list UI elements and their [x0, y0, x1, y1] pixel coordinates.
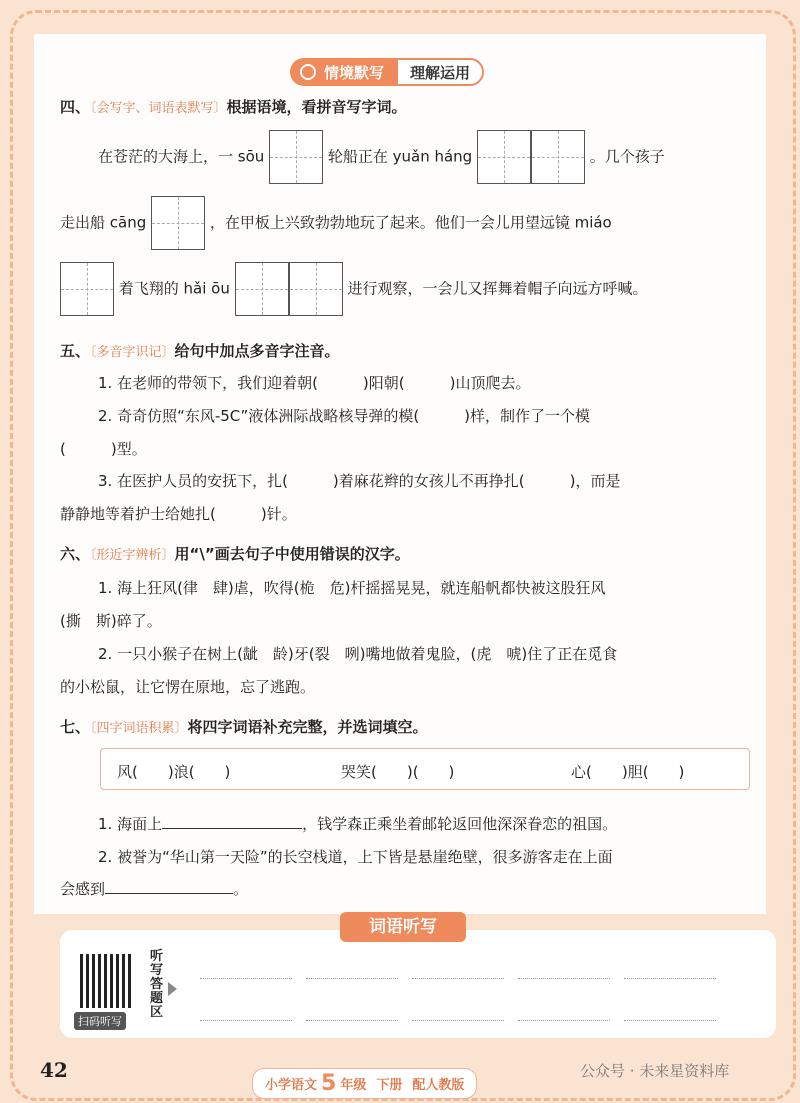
dictation-line[interactable] — [412, 1020, 504, 1021]
answer-box[interactable] — [269, 130, 323, 184]
dictation-line[interactable] — [306, 978, 398, 979]
answer-box[interactable] — [60, 262, 114, 316]
answer-box[interactable] — [151, 196, 205, 250]
fill-blank[interactable] — [105, 879, 233, 894]
dictation-side-label: 听写答题区 — [150, 949, 164, 1020]
header-left: 情境默写 — [324, 63, 385, 82]
s5-line2: 2. 奇奇仿照“东风-5C”液体洲际战略核导弹的模( )样，制作了一个模 — [98, 407, 591, 425]
s5-line3: ( )型。 — [60, 440, 147, 458]
s4-line3: 着飞翔的 hǎi ōu 进行观察，一会儿又挥舞着帽子向远方呼喊。 — [60, 262, 647, 316]
s7-line3: 会感到 。 — [60, 880, 249, 898]
dictation-area — [60, 930, 776, 1038]
wechat-watermark: 公众号 · 未来星资料库 — [580, 1062, 730, 1080]
dictation-line[interactable] — [518, 978, 610, 979]
qr-code[interactable] — [80, 954, 134, 1008]
s6-line3: 2. 一只小猴子在树上(龇 龄)牙(裂 咧)嘴地做着鬼脸，(虎 唬)住了正在觅食 — [98, 645, 618, 663]
idiom-2: 哭笑( )( ) — [341, 763, 455, 781]
dictation-title: 词语听写 — [340, 912, 466, 942]
s5-line5: 静静地等着护士给她扎( )针。 — [60, 505, 297, 523]
page-number: 42 — [40, 1058, 68, 1082]
s6-line4: 的小松鼠，让它愣在原地，忘了逃跑。 — [60, 678, 316, 696]
s7-line2: 2. 被誉为“华山第一天险”的长空栈道，上下皆是悬崖绝壁，很多游客走在上面 — [98, 848, 613, 866]
dictation-line[interactable] — [624, 978, 716, 979]
s4-line1: 在苍茫的大海上，一 sōu 轮船正在 yuǎn háng 。几个孩子 — [98, 130, 665, 184]
idiom-1: 风( )浪( ) — [117, 763, 231, 781]
idiom-row — [100, 748, 750, 790]
badge-icon — [300, 64, 316, 80]
s6-line1: 1. 海上狂风(律 肆)虐，吹得(桅 危)杆摇摇晃晃，就连船帆都快被这股狂风 — [98, 579, 606, 597]
qr-label: 扫码听写 — [74, 1012, 126, 1030]
dictation-line[interactable] — [306, 1020, 398, 1021]
section-header — [290, 58, 484, 86]
s4-heading: 四、〔会写字、词语表默写〕根据语境，看拼音写字词。 — [60, 98, 407, 116]
idiom-3: 心( )胆( ) — [571, 763, 685, 781]
header-right: 理解运用 — [396, 58, 484, 86]
arrow-right-icon — [168, 982, 177, 996]
fill-blank[interactable] — [162, 814, 302, 829]
s7-line1: 1. 海面上 ，钱学森正乘坐着邮轮返回他深深眷恋的祖国。 — [98, 815, 618, 833]
dictation-line[interactable] — [412, 978, 504, 979]
s5-heading: 五、〔多音字识记〕给句中加点多音字注音。 — [60, 342, 340, 360]
answer-box[interactable] — [531, 130, 585, 184]
footer-badge: 小学语文 5 年级 下册 配人教版 — [252, 1068, 477, 1099]
dictation-line[interactable] — [200, 978, 292, 979]
dictation-line[interactable] — [518, 1020, 610, 1021]
s5-line1: 1. 在老师的带领下，我们迎着朝( )阳朝( )山顶爬去。 — [98, 374, 531, 392]
dictation-line[interactable] — [624, 1020, 716, 1021]
s7-heading: 七、〔四字词语积累〕将四字词语补充完整，并选词填空。 — [60, 718, 428, 736]
answer-box[interactable] — [235, 262, 289, 316]
answer-box[interactable] — [289, 262, 343, 316]
dictation-line[interactable] — [200, 1020, 292, 1021]
s6-heading: 六、〔形近字辨析〕用“\”画去句子中使用错误的汉字。 — [60, 545, 410, 563]
answer-box[interactable] — [477, 130, 531, 184]
s5-line4: 3. 在医护人员的安抚下，扎( )着麻花辫的女孩儿不再挣扎( )，而是 — [98, 472, 621, 490]
s6-line2: (撕 斯)碎了。 — [60, 612, 162, 630]
s4-line2: 走出船 cāng ，在甲板上兴致勃勃地玩了起来。他们一会儿用望远镜 miáo — [60, 196, 612, 250]
